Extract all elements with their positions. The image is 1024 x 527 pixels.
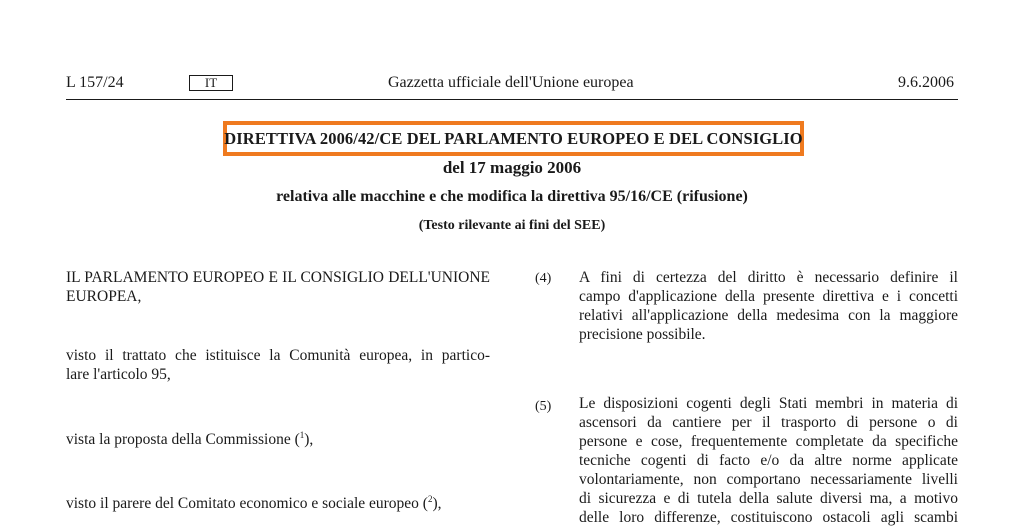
- text-line: precisione possibile.: [579, 326, 706, 343]
- text-line: A fini di certezza del diritto è necessario definire il: [579, 269, 958, 286]
- journal-title: Gazzetta ufficiale dell'Unione europea: [388, 74, 634, 91]
- text-line: volontariamente, non comportano necessariamente livelli: [579, 471, 958, 488]
- text-line: tecniche cogenti di facto e/o da altre norme applicate: [579, 452, 958, 469]
- directive-date: del 17 maggio 2006: [442, 158, 582, 177]
- text-line: persone e cose, frequentemente completate da specifiche: [579, 433, 958, 450]
- footnote-ref[interactable]: 2: [427, 494, 433, 504]
- preamble-committee-opinion: [66, 494, 490, 513]
- text-line: visto il trattato che istituisce la Comunità europea, in partico-: [66, 347, 490, 364]
- text-line: relativi all'applicazione della medesima con la maggiore: [579, 307, 958, 324]
- page-reference: L 157/24: [66, 74, 124, 91]
- text-line: campo d'applicazione della presente direttiva e i concetti: [579, 288, 958, 305]
- text-segment: visto il parere del Comitato economico e sociale europeo (: [66, 495, 428, 512]
- header-divider: [66, 99, 958, 100]
- text-line: ascensori da cantiere per il trasporto di persone o di: [579, 414, 958, 431]
- highlighted-directive-title: [223, 121, 804, 156]
- directive-title: DIRETTIVA 2006/42/CE DEL PARLAMENTO EUROPEO E DEL CONSIGLIO: [224, 128, 803, 148]
- text-line: IL PARLAMENTO EUROPEO E IL CONSIGLIO DELL'UNIONE: [66, 269, 490, 286]
- directive-subject: relativa alle macchine e che modifica la direttiva 95/16/CE (rifusione): [276, 188, 748, 205]
- text-segment: ),: [304, 431, 314, 448]
- text-line: delle loro differenze, costituiscono ostacoli agli scambi: [579, 509, 958, 526]
- recital-4: [579, 268, 958, 344]
- preamble-commission-proposal: [66, 430, 490, 449]
- text-line: lare l'articolo 95,: [66, 366, 171, 383]
- text-segment: vista la proposta della Commissione (: [66, 431, 300, 448]
- publication-date: 9.6.2006: [898, 74, 954, 91]
- preamble-treaty: [66, 346, 490, 384]
- recital-number: (5): [535, 399, 552, 414]
- eea-relevance-note: (Testo rilevante ai fini del SEE): [418, 218, 606, 233]
- text-segment: ),: [432, 495, 442, 512]
- text-line: EUROPEA,: [66, 288, 142, 305]
- language-badge: IT: [189, 75, 233, 91]
- text-line: Le disposizioni cogenti degli Stati membri in materia di: [579, 395, 958, 412]
- recital-5: [579, 394, 958, 527]
- footnote-ref[interactable]: 1: [299, 430, 305, 440]
- recital-number: (4): [535, 271, 552, 286]
- preamble-parliament: [66, 268, 490, 306]
- text-line: di sicurezza e di tutela della salute diversi ma, a motivo: [579, 490, 958, 507]
